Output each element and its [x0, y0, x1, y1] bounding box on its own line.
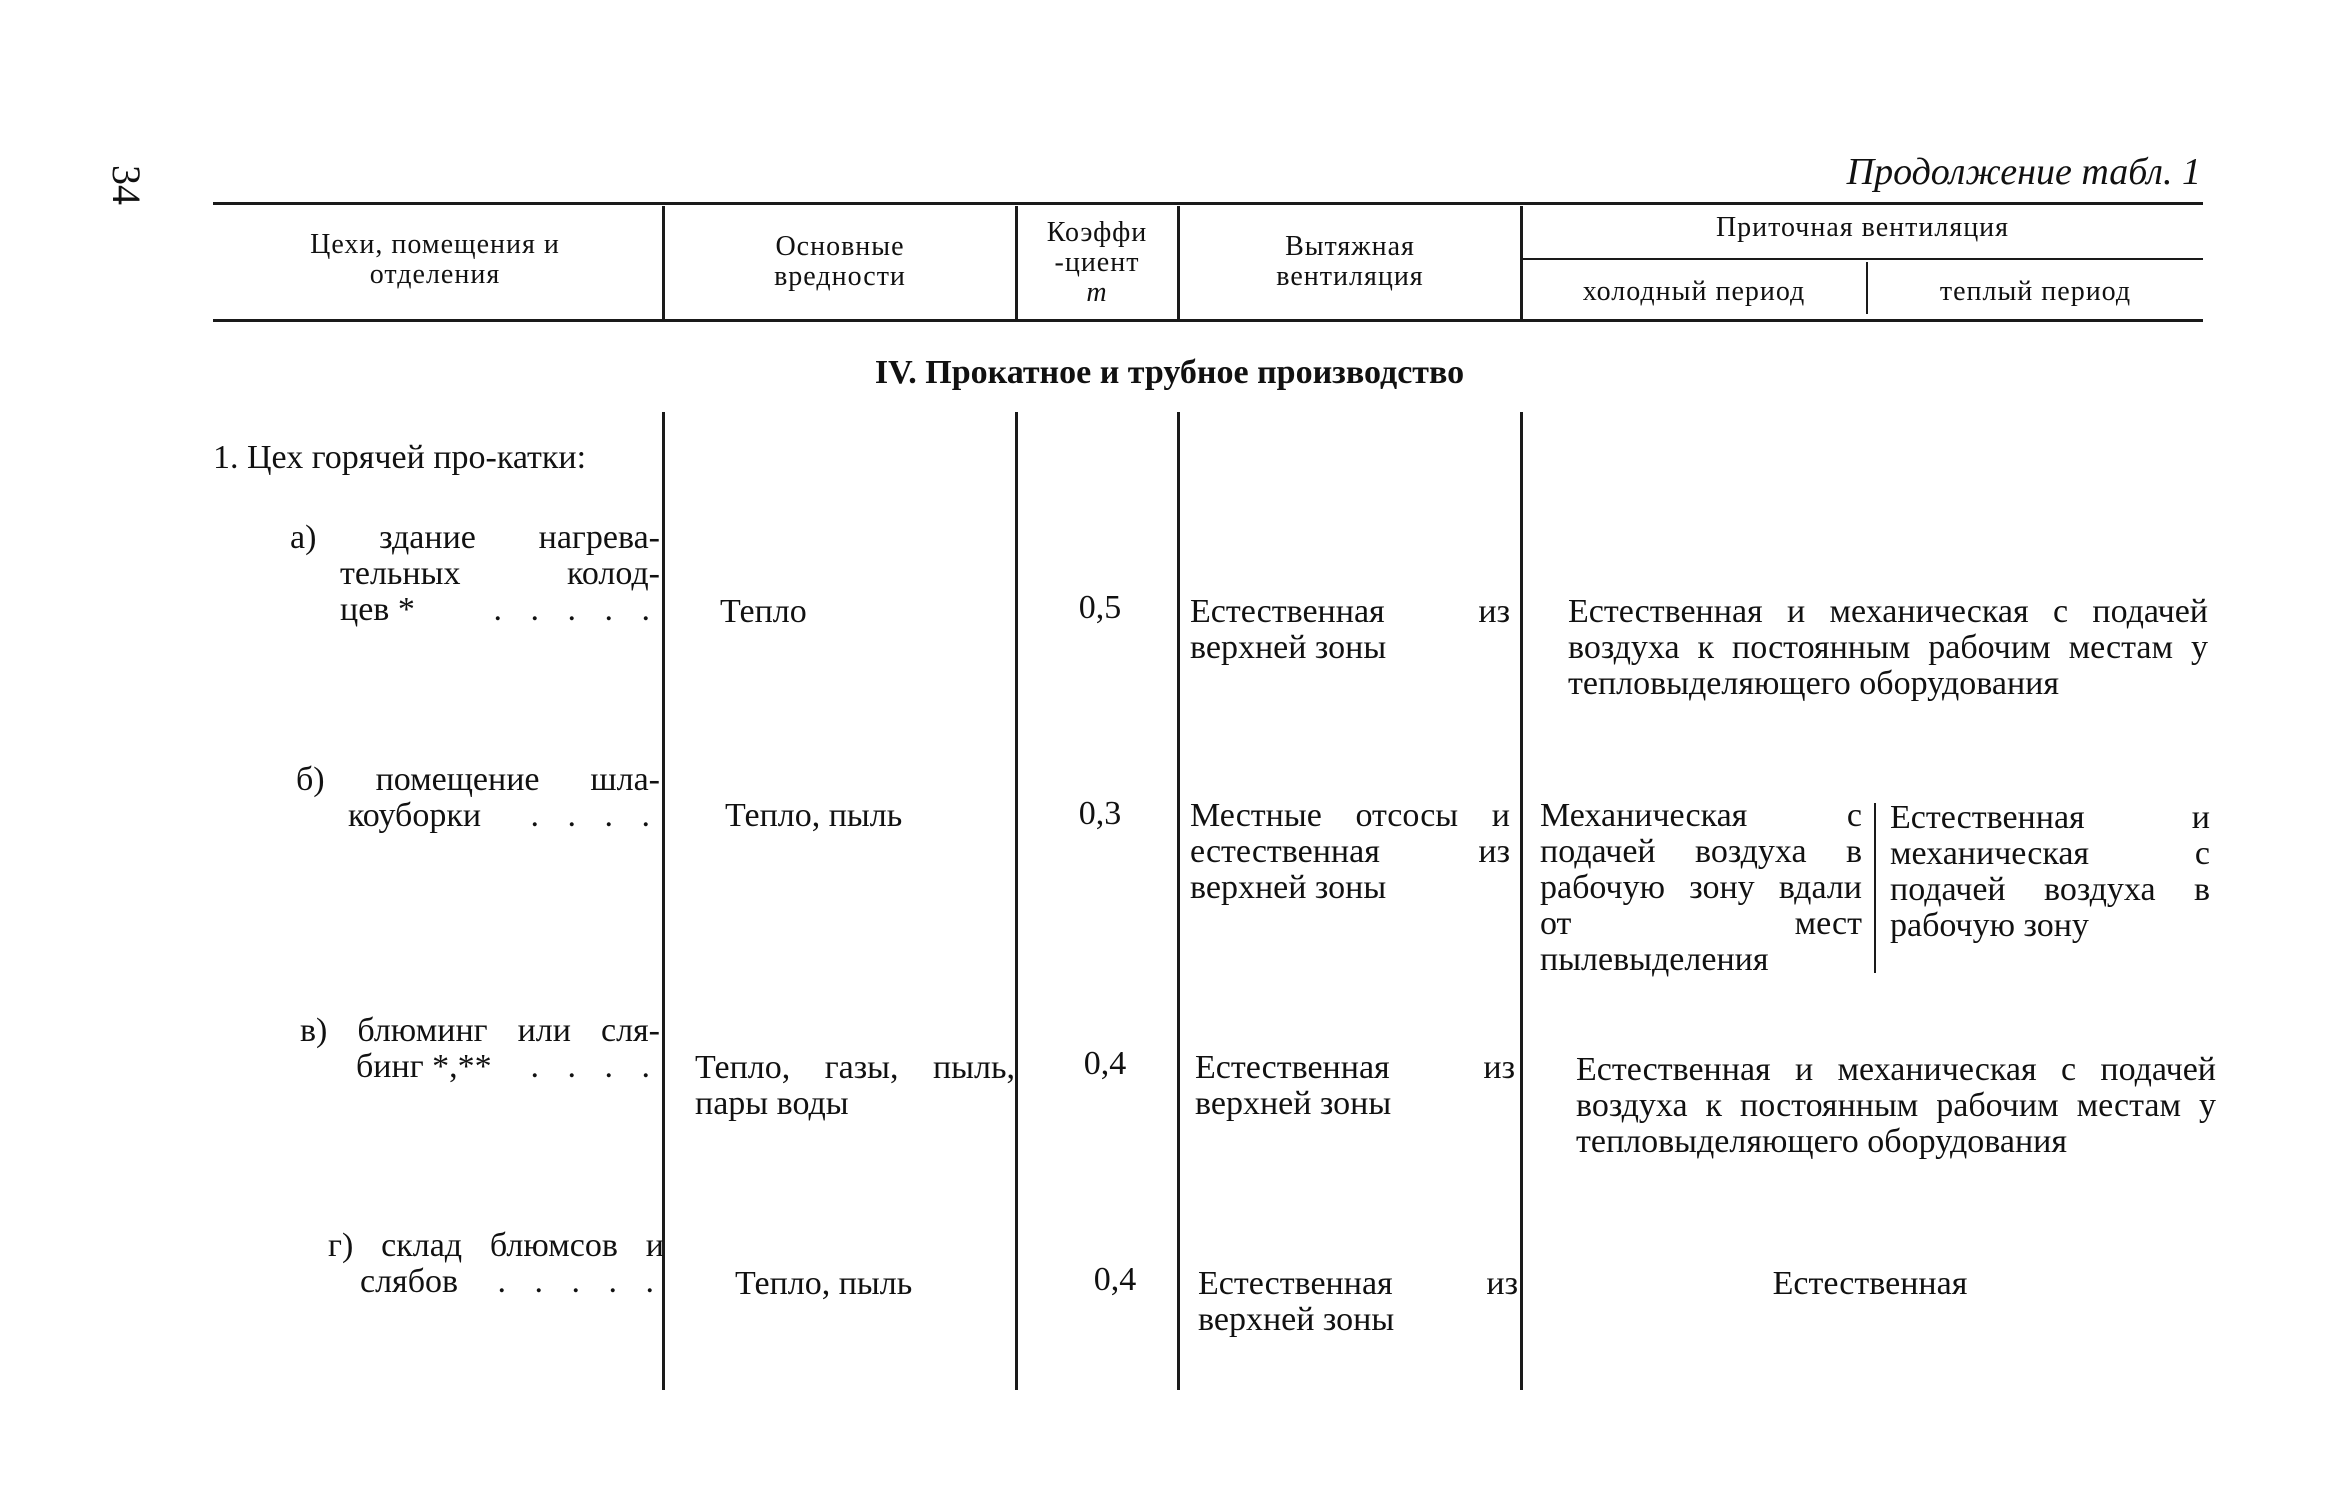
row-name-line	[300, 1049, 660, 1085]
column-divider	[1015, 412, 1018, 1390]
header-departments: Цехи, помещения и отделения	[310, 229, 560, 290]
header-coefficient-symbol: m	[1086, 277, 1108, 308]
row-name-text: слябов	[360, 1263, 459, 1300]
row-name-line	[296, 798, 660, 834]
header-divider	[1177, 206, 1180, 319]
row-exhaust: Естественная из верхней зоны	[1195, 1049, 1515, 1122]
row-hazard: Тепло	[720, 593, 807, 630]
row-name	[296, 762, 660, 834]
row-name-line	[328, 1264, 664, 1300]
header-hazards: Основные вредности	[774, 231, 906, 292]
header-coefficient-label: Коэффи-циент	[1046, 217, 1148, 278]
row-supply-warm: Естественная и механическая с подачей воздуха в рабочую зону	[1890, 799, 2210, 944]
row-supply: Естественная	[1772, 1265, 1968, 1302]
header-top-rule	[213, 202, 2203, 205]
row-supply-cold: Механическая с подачей воздуха в рабочую зону вдали от мест пылевыделения	[1540, 797, 1862, 978]
row-name-line: в) блюминг или сля-	[300, 1012, 660, 1049]
supply-split-divider	[1874, 803, 1876, 973]
leader-dots: . . . . .	[497, 1263, 664, 1300]
row-name-line: г) склад блюмсов и	[328, 1227, 664, 1264]
header-supply-cold: холодный период	[1582, 276, 1806, 307]
row-coefficient: 0,4	[1083, 1045, 1127, 1082]
header-divider	[1015, 206, 1018, 319]
supply-subheader-rule	[1522, 258, 2203, 260]
header-supply-warm: теплый период	[1939, 276, 2132, 307]
header-coefficient	[1022, 218, 1172, 308]
header-bottom-rule	[213, 319, 2203, 322]
row-coefficient: 0,3	[1078, 795, 1122, 832]
row-name	[290, 520, 660, 628]
row-coefficient: 0,5	[1078, 589, 1122, 626]
header-exhaust: Вытяжная вентиляция	[1276, 231, 1424, 292]
row-group-title-text: 1. Цех горячей про-катки:	[213, 439, 587, 476]
row-name-text: цев *	[340, 591, 415, 628]
leader-dots: . . . . .	[493, 591, 660, 628]
row-exhaust: Естественная из верхней зоны	[1198, 1265, 1518, 1338]
header-divider	[662, 206, 665, 319]
row-group-title	[213, 440, 643, 476]
row-name	[300, 1013, 660, 1085]
row-name-text: коуборки	[348, 797, 482, 834]
row-hazard: Тепло, газы, пыль, пары воды	[695, 1049, 1015, 1122]
column-divider	[1177, 412, 1180, 1390]
row-name-line: б) помещение шла-	[296, 761, 660, 798]
row-coefficient: 0,4	[1093, 1261, 1137, 1298]
leader-dots: . . . .	[530, 797, 660, 834]
column-divider	[1520, 412, 1523, 1390]
row-supply: Естественная и механическая с подачей воздуха к постоянным рабочим местам у тепловыделяющего оборудования	[1568, 593, 2208, 702]
row-name	[328, 1228, 664, 1300]
row-exhaust: Местные отсосы и естественная из верхней зоны	[1190, 797, 1510, 906]
row-name-text: бинг *,**	[356, 1048, 492, 1085]
page-number: 34	[104, 165, 149, 205]
row-exhaust: Естественная из верхней зоны	[1190, 593, 1510, 666]
row-hazard: Тепло, пыль	[735, 1265, 913, 1302]
row-supply: Естественная и механическая с подачей воздуха к постоянным рабочим местам у тепловыделяющего оборудования	[1576, 1051, 2216, 1160]
header-supply: Приточная вентиляция	[1715, 212, 2010, 243]
leader-dots: . . . .	[530, 1048, 660, 1085]
row-name-line	[290, 592, 660, 628]
row-name-line: а) здание нагрева-	[290, 519, 660, 556]
table-continuation-label: Продолжение табл. 1	[1846, 151, 2201, 193]
row-name-line: тельных колод-	[340, 555, 660, 592]
row-hazard: Тепло, пыль	[725, 797, 903, 834]
section-title: IV. Прокатное и трубное производство	[874, 354, 1465, 391]
